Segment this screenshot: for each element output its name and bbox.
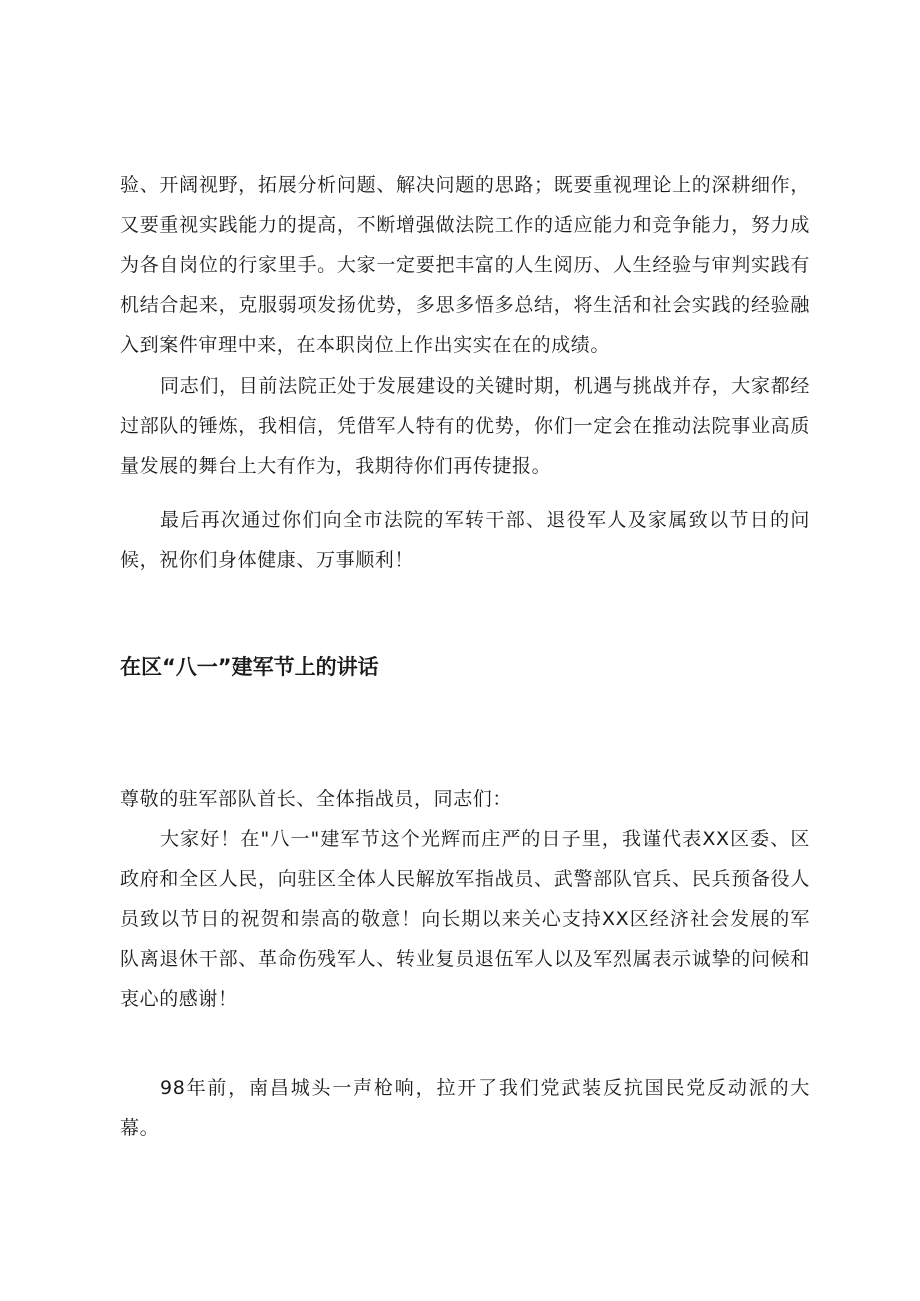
salutation: 尊敬的驻军部队首长、全体指战员，同志们： [120, 788, 513, 810]
body-paragraph: 大家好！在"八一"建军节这个光辉而庄严的日子里，我谨代表XX区委、区政府和全区人民，向驻区全体人民解放军指战员、武警部队官兵、民兵预备役人员致以节日的祝贺和崇高的敬意！向长期以来关心支持XX区经济社会发展的军队离退休干部、革命伤残军人、转业复员退伍军人以及军烈属表示诚挚的问候和衷心的感谢！ [120, 828, 810, 1010]
speech-title: 在区“八一”建军节上的讲话 [120, 655, 379, 679]
body-paragraph: 98年前，南昌城头一声枪响，拉开了我们党武装反抗国民党反动派的大幕。 [120, 1077, 810, 1139]
closing-paragraph: 最后再次通过你们向全市法院的军转干部、退役军人及家属致以节日的问候，祝你们身体健康、万事顺利！ [120, 509, 810, 571]
body-paragraph: 同志们，目前法院正处于发展建设的关键时期，机遇与挑战并存，大家都经过部队的锤炼，我相信，凭借军人特有的优势，你们一定会在推动法院事业高质量发展的舞台上大有作为，我期待你们再传捷报。 [120, 375, 810, 477]
body-paragraph-continued: 验、开阔视野，拓展分析问题、解决问题的思路；既要重视理论上的深耕细作，又要重视实践能力的提高，不断增强做法院工作的适应能力和竞争能力，努力成为各自岗位的行家里手。大家一定要把丰富的人生阅历、人生经验与审判实践有机结合起来，克服弱项发扬优势，多思多悟多总结，将生活和社会实践的经验融入到案件审理中来，在本职岗位上作出实实在在的成绩。 [120, 174, 810, 356]
